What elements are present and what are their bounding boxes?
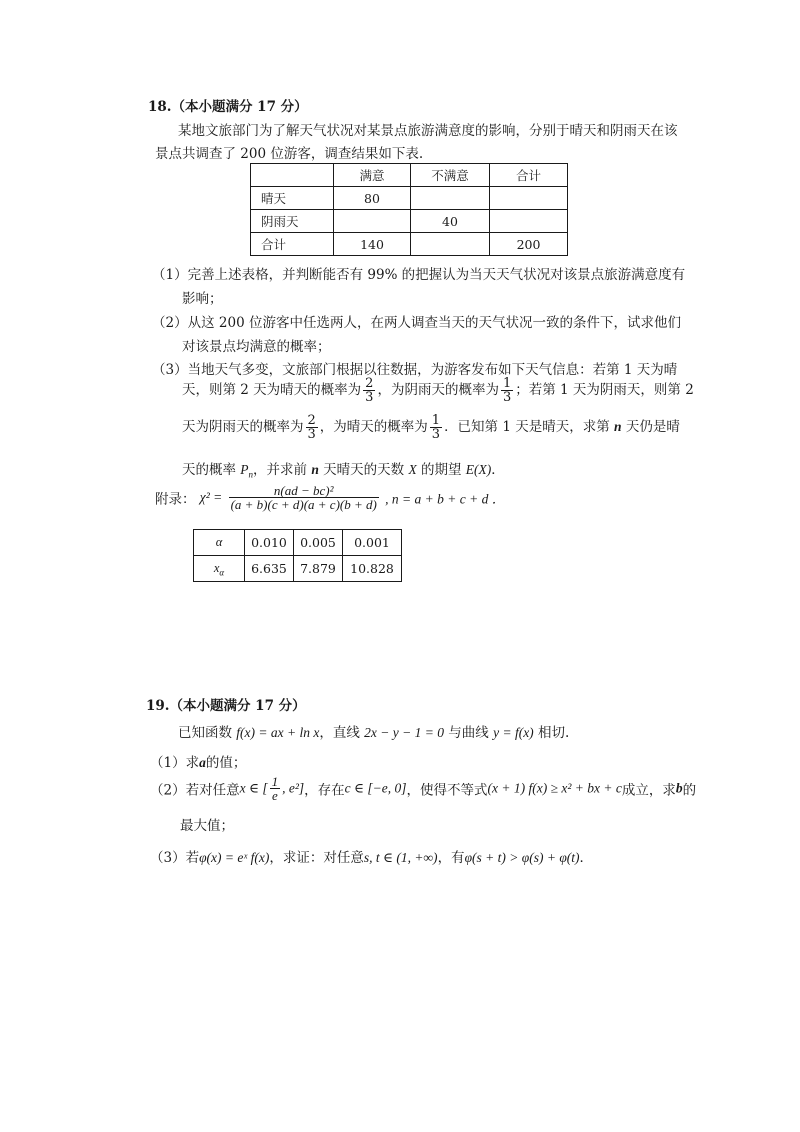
table-cell: [411, 233, 490, 256]
part-text: ，为阴雨天的概率为: [377, 382, 499, 398]
table-cell: 80: [334, 187, 411, 210]
part-number: （1）: [152, 267, 188, 283]
table-cell: 10.828: [343, 556, 402, 582]
fraction: $\frac{2}{3}$: [365, 376, 374, 405]
fraction: $\frac{2}{3}$: [307, 413, 316, 442]
part-text: 天，则第 2 天为晴天的概率为: [182, 382, 362, 398]
q19-part1: [150, 751, 246, 771]
q18-survey-table: [250, 163, 568, 256]
chi-square-symbol: χ² =: [199, 489, 223, 505]
math-var: n: [614, 419, 622, 434]
chi-square-n-def: , n = a + b + c + d ．: [385, 491, 506, 507]
part-text: 若: [185, 850, 200, 866]
table-row: [251, 210, 568, 233]
part-text: 若对任意: [185, 782, 240, 799]
table-row: [194, 556, 402, 582]
q18-appendix: [155, 484, 505, 511]
part-text: ．已知第 1 天是晴天，求第: [444, 419, 610, 435]
math-expr: c ∈ [−e, 0]: [344, 780, 407, 796]
table-cell: 7.879: [294, 556, 343, 582]
appendix-label: 附录：: [155, 491, 196, 508]
table-cell: 0.005: [294, 530, 343, 556]
table-cell: [334, 210, 411, 233]
q19-intro: [178, 721, 569, 741]
table-cell: [411, 187, 490, 210]
part-number: （3）: [150, 850, 186, 866]
math-var: b: [675, 780, 683, 796]
table-cell: 0.001: [343, 530, 402, 556]
table-cell: 200: [490, 233, 568, 256]
part-text: 天的概率: [182, 462, 236, 478]
table-cell: 40: [411, 210, 490, 233]
q18-part3-line2: [182, 377, 694, 404]
table-cell: [251, 164, 334, 187]
part-text: 完善上述表格，并判断能否有 99% 的把握认为当天天气状况对该景点旅游满意度有: [187, 267, 686, 283]
part-text: ，有: [437, 850, 465, 866]
part-text: 的值；: [205, 755, 247, 771]
part-text: 成立，求: [621, 782, 676, 799]
part-number: （1）: [150, 755, 186, 771]
math-expr: 2x − y − 1 = 0: [364, 725, 444, 740]
part-text: ；若第 1 天为阴雨天，则第 2: [515, 382, 694, 398]
q18-part1-line1: [152, 263, 685, 283]
part-text: ，使得不等式: [406, 782, 488, 799]
table-header-total: 合计: [490, 164, 568, 187]
table-cell: 晴天: [251, 187, 334, 210]
q18-part3-line3: [182, 414, 680, 441]
math-expr: x ∈ [: [239, 780, 268, 796]
part-number: （3）: [152, 362, 188, 378]
q18-part2-line1: [152, 311, 681, 331]
part-text: ，为晴天的概率为: [319, 419, 428, 435]
table-row: [251, 187, 568, 210]
table-row: [194, 530, 402, 556]
fraction: $\frac{1}{3}$: [431, 413, 441, 442]
part-text: 天晴天的天数: [323, 462, 405, 478]
math-expr: (x + 1) f(x) ≥ x² + bx + c: [487, 780, 622, 796]
table-cell: [490, 187, 568, 210]
part-text: 的: [682, 782, 697, 799]
math-var: X: [408, 462, 417, 477]
part-text: 已知函数: [178, 725, 232, 741]
math-var: n: [311, 462, 319, 477]
part-text: 从这 200 位游客中任选两人，在两人调查当天的天气状况一致的条件下，试求他们: [187, 315, 681, 331]
part-number: （2）: [150, 782, 186, 799]
part-text: 当地天气多变，文旅部门根据以往数据，为游客发布如下天气信息：若第 1 天为晴: [187, 362, 678, 378]
table-cell: 合计: [251, 233, 334, 256]
part-text: 与曲线: [448, 725, 489, 741]
alpha-label: α: [194, 530, 245, 556]
part-text: ．: [579, 850, 594, 866]
table-cell: [490, 210, 568, 233]
math-sub: n: [248, 469, 254, 480]
q19-part3: [150, 846, 593, 866]
q18-intro-line1: 某地文旅部门为了解天气状况对某景点旅游满意度的影响，分别于晴天和阴雨天在该: [178, 123, 678, 139]
q19-part2-line2: 最大值；: [180, 818, 234, 834]
math-expr: f(x) = ax + ln x: [236, 725, 320, 740]
math-expr: E(X): [465, 462, 492, 477]
x-alpha-label: $x_\alpha$: [194, 556, 245, 582]
table-row: [251, 164, 568, 187]
q19-part2-line1: [150, 775, 696, 802]
q19-title: 19.（本小题满分 17 分）: [146, 698, 306, 714]
math-expr: φ(s + t) > φ(s) + φ(t): [464, 850, 580, 865]
table-cell: 6.635: [245, 556, 294, 582]
part-text: 天仍是晴: [625, 419, 680, 435]
q18-intro-line2: 景点共调查了 200 位游客，调查结果如下表.: [155, 146, 424, 162]
part-text: 求: [185, 755, 200, 771]
table-cell: 阴雨天: [251, 210, 334, 233]
table-cell: 0.010: [245, 530, 294, 556]
math-var: P: [240, 462, 249, 477]
q18-critical-value-table: [193, 529, 402, 582]
table-header-satisfied: 满意: [334, 164, 411, 187]
part-text: ，并求前: [253, 462, 308, 478]
part-text: 的期望: [421, 462, 462, 478]
part-text: ，存在: [304, 782, 345, 799]
math-var: a: [199, 755, 206, 770]
math-expr: φ(x) = eˣ f(x): [199, 850, 270, 865]
part-text: 相切.: [537, 725, 570, 741]
table-cell: 140: [334, 233, 411, 256]
part-text: ．: [491, 462, 505, 478]
part-text: ，直线: [319, 725, 360, 741]
q18-part2-line2: 对该景点均满意的概率；: [182, 339, 331, 355]
fraction: $\frac{1}{3}$: [502, 376, 512, 405]
math-expr: , e²]: [282, 780, 305, 796]
q18-part3-line1: [152, 358, 677, 378]
q18-part3-line4: [182, 458, 505, 480]
part-number: （2）: [152, 315, 188, 331]
q18-title: 18.（本小题满分 17 分）: [148, 99, 308, 115]
math-expr: s, t ∈ (1, +∞): [363, 850, 438, 865]
table-header-unsatisfied: 不满意: [411, 164, 490, 187]
table-row: [251, 233, 568, 256]
part-text: 天为阴雨天的概率为: [182, 419, 304, 435]
fraction: $\frac{1}{e}$: [271, 774, 279, 803]
math-expr: y = f(x): [493, 725, 534, 740]
q18-part1-line2: 影响；: [182, 291, 223, 307]
part-text: ，求证：对任意: [269, 850, 364, 866]
chi-square-fraction: $\frac{\text{n(ad − bc)²}}{(a + b)(c + d)(a + c)(b + d)}$: [230, 483, 377, 512]
